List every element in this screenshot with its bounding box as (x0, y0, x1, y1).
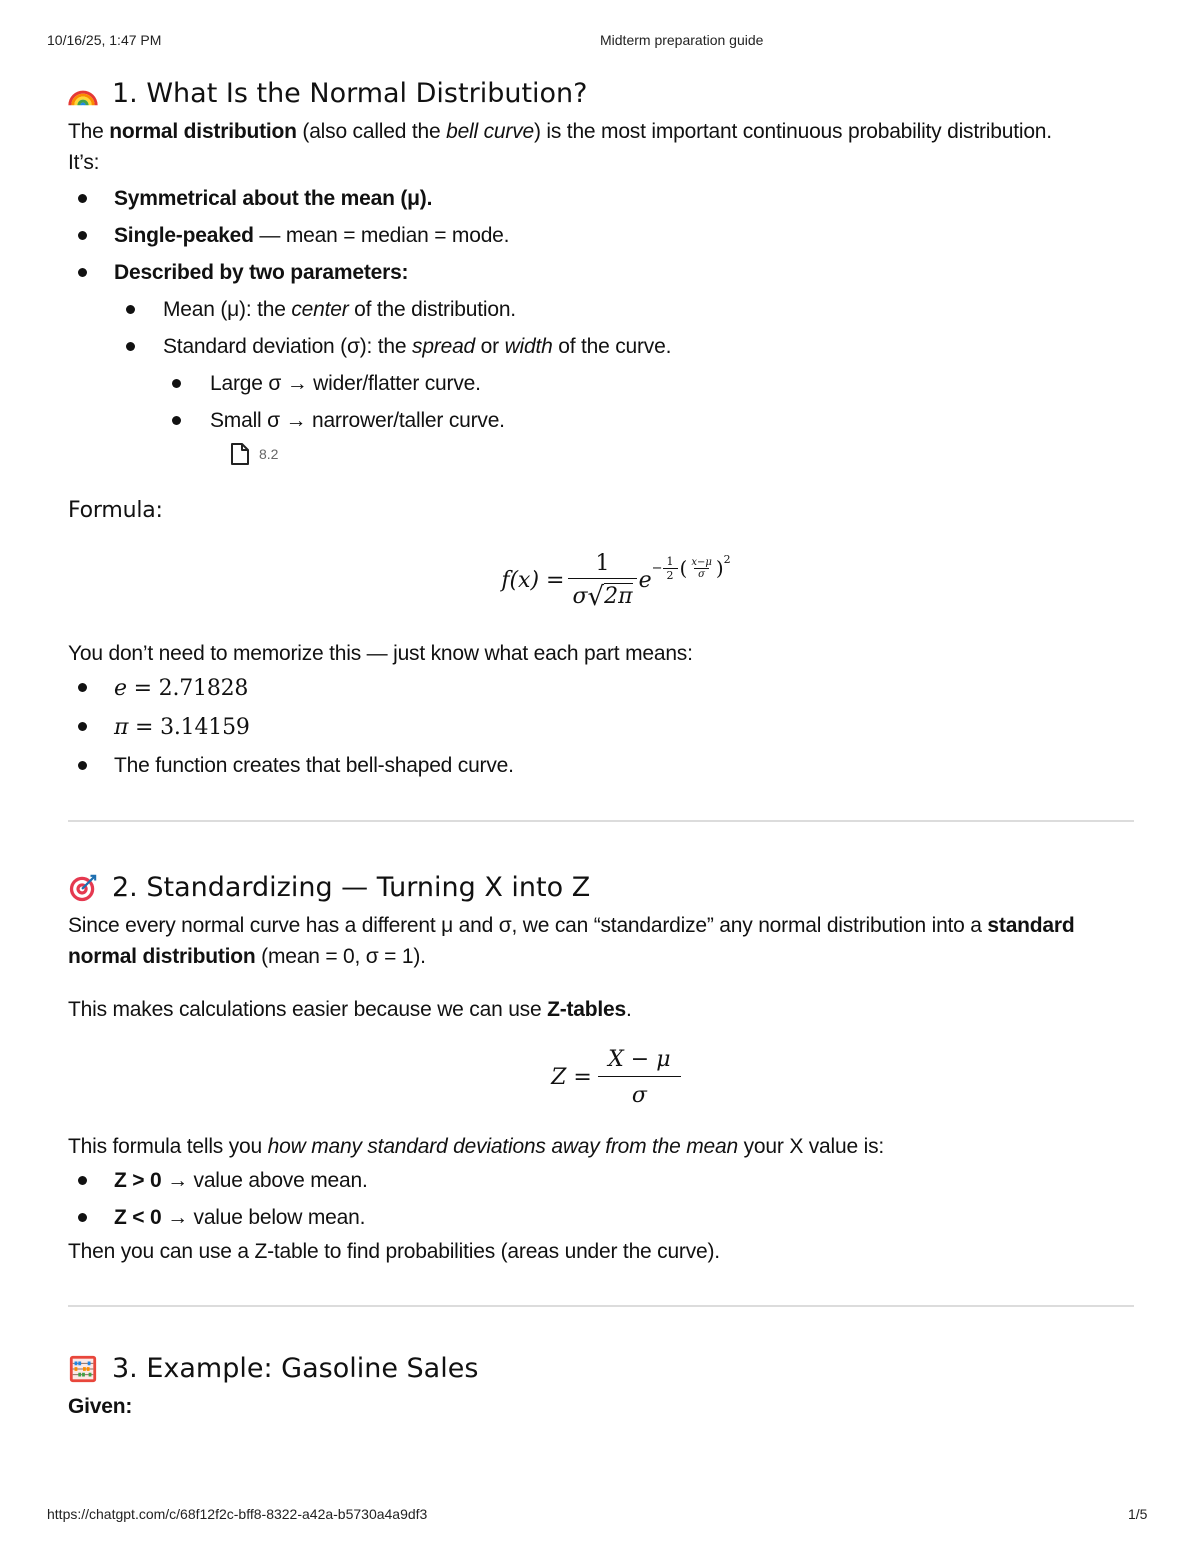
exp-half-den: 2 (663, 568, 678, 582)
document-icon (229, 442, 251, 466)
memorize-note: You don’t need to memorize this — just know what each part means: (68, 642, 693, 665)
const-pi-value: = 3.14159 (128, 715, 250, 740)
formula-e: e (638, 567, 652, 593)
standardize-text-1: Since every normal curve has a different μ and σ, we can “standardize” any normal distribution into a (68, 914, 988, 937)
section-3-heading (68, 1349, 1134, 1389)
list-item (68, 669, 1134, 708)
exp-paren-open: ( (679, 556, 688, 580)
ztable-probabilities-paragraph: Then you can use a Z-table to find probabilities (areas under the curve). (68, 1240, 720, 1263)
print-title: Midterm preparation guide (600, 32, 764, 48)
const-e-symbol: e (114, 676, 127, 701)
ztable-bold: Z-tables (547, 998, 627, 1021)
formula-radicand: 2π (604, 584, 633, 609)
exp-inner (687, 557, 716, 580)
bullet-single-peaked: Single-peaked (114, 224, 254, 247)
abacus-icon (68, 1354, 98, 1384)
formula-label (68, 495, 1134, 526)
section-1-heading (68, 74, 1134, 114)
formula-fraction (568, 551, 636, 612)
bullet-function: The function creates that bell-shaped curve. (114, 754, 514, 777)
rainbow-icon (68, 79, 98, 109)
constants-list (68, 669, 1134, 784)
z-formula-lhs: Z = (551, 1064, 592, 1090)
z-formula-denominator: σ (598, 1076, 681, 1108)
sqrt-symbol: √ (587, 582, 605, 612)
list-item (68, 328, 1134, 365)
exp-minus: − (651, 560, 663, 576)
section-divider (68, 820, 1134, 822)
intro-bold-term: normal distribution (109, 120, 297, 143)
list-item (68, 365, 1134, 402)
z-formula-numerator: X − μ (608, 1046, 671, 1072)
list-item (68, 708, 1134, 747)
z-negative-bold: Z < 0 (114, 1206, 162, 1229)
its-label: It’s: (68, 151, 100, 174)
sd-italic-spread: spread (412, 335, 476, 358)
exp-inner-den: σ (694, 568, 709, 580)
const-e-value: = 2.71828 (126, 676, 249, 701)
exp-paren-close: ) (715, 556, 724, 580)
intro-text-2: (also called the (296, 120, 447, 143)
list-item (68, 402, 1134, 439)
citation-label: 8.2 (259, 446, 279, 462)
intro-italic-term: bell curve (446, 120, 534, 143)
standardize-paragraph (68, 910, 1134, 972)
meaning-text-2: your X value is: (738, 1135, 884, 1158)
z-positive-text: → value above mean. (161, 1169, 368, 1192)
formula-exponent (651, 552, 731, 582)
sd-text-b: or (475, 335, 505, 358)
formula-denominator (568, 578, 636, 612)
meaning-italic: how many standard deviations away from the mean (267, 1135, 738, 1158)
sd-text-c: of the curve. (552, 335, 672, 358)
sd-italic-width: width (504, 335, 553, 358)
bullet-described: Described by two parameters: (114, 261, 409, 284)
given-text: Given: (68, 1395, 133, 1418)
intro-text-1: The (68, 120, 110, 143)
formula-lhs: f(x) = (501, 567, 565, 593)
intro-paragraph (68, 116, 1134, 147)
z-formula-fraction (598, 1047, 681, 1108)
exp-half-num: 1 (666, 554, 674, 568)
list-item (68, 1162, 1134, 1199)
const-pi-symbol: π (114, 715, 129, 740)
standardize-text-2: (mean = 0, σ = 1). (255, 945, 426, 968)
exp-inner-num: x−μ (691, 556, 712, 568)
formula-meaning-paragraph (68, 1131, 1134, 1162)
normal-pdf-formula (98, 526, 1134, 634)
formula-label-text: Formula: (68, 498, 163, 523)
z-score-formula (98, 1025, 1134, 1129)
list-item (68, 291, 1134, 328)
z-sign-list (68, 1162, 1134, 1236)
mean-italic: center (291, 298, 349, 321)
ztable-paragraph (68, 994, 1134, 1025)
ztable-text-2: . (626, 998, 632, 1021)
citation-chip[interactable] (229, 441, 1134, 467)
bullet-single-peaked-rest: — mean = median = mode. (253, 224, 510, 247)
given-label (68, 1391, 1134, 1422)
section-divider (68, 1305, 1134, 1307)
page-number: 1/5 (1128, 1506, 1148, 1522)
exp-power: 2 (723, 552, 731, 566)
exp-half (663, 555, 678, 582)
section-2-title: 2. Standardizing — Turning X into Z (112, 872, 591, 903)
intro-text-3: ) is the most important continuous probability distribution. (533, 120, 1052, 143)
mean-text-a: Mean (μ): the (163, 298, 292, 321)
formula-numerator: 1 (595, 551, 610, 576)
section-3-title: 3. Example: Gasoline Sales (112, 1353, 479, 1384)
bullet-small-sigma: Small σ → narrower/taller curve. (210, 409, 505, 432)
document-body (68, 74, 1134, 1422)
section-1-title: 1. What Is the Normal Distribution? (112, 78, 588, 109)
standardize-bold: standard normal distribution (68, 914, 1075, 968)
ztable-text-1: This makes calculations easier because we can use (68, 998, 548, 1021)
sd-text-a: Standard deviation (σ): the (163, 335, 413, 358)
mean-text-b: of the distribution. (348, 298, 516, 321)
list-item (68, 747, 1134, 784)
target-icon (68, 873, 98, 903)
z-positive-bold: Z > 0 (114, 1169, 162, 1192)
z-negative-text: → value below mean. (161, 1206, 366, 1229)
print-url: https://chatgpt.com/c/68f12f2c-bff8-8322-a42a-b5730a4a9df3 (47, 1506, 428, 1522)
formula-sigma: σ (572, 584, 588, 609)
list-item (68, 254, 1134, 291)
list-item (68, 217, 1134, 254)
list-item (68, 180, 1134, 217)
properties-list (68, 180, 1134, 439)
list-item (68, 1199, 1134, 1236)
bullet-large-sigma: Large σ → wider/flatter curve. (210, 372, 481, 395)
meaning-text-1: This formula tells you (68, 1135, 268, 1158)
bullet-symmetrical: Symmetrical about the mean (μ). (114, 187, 433, 210)
print-timestamp: 10/16/25, 1:47 PM (47, 32, 162, 48)
section-2-heading (68, 868, 1134, 908)
